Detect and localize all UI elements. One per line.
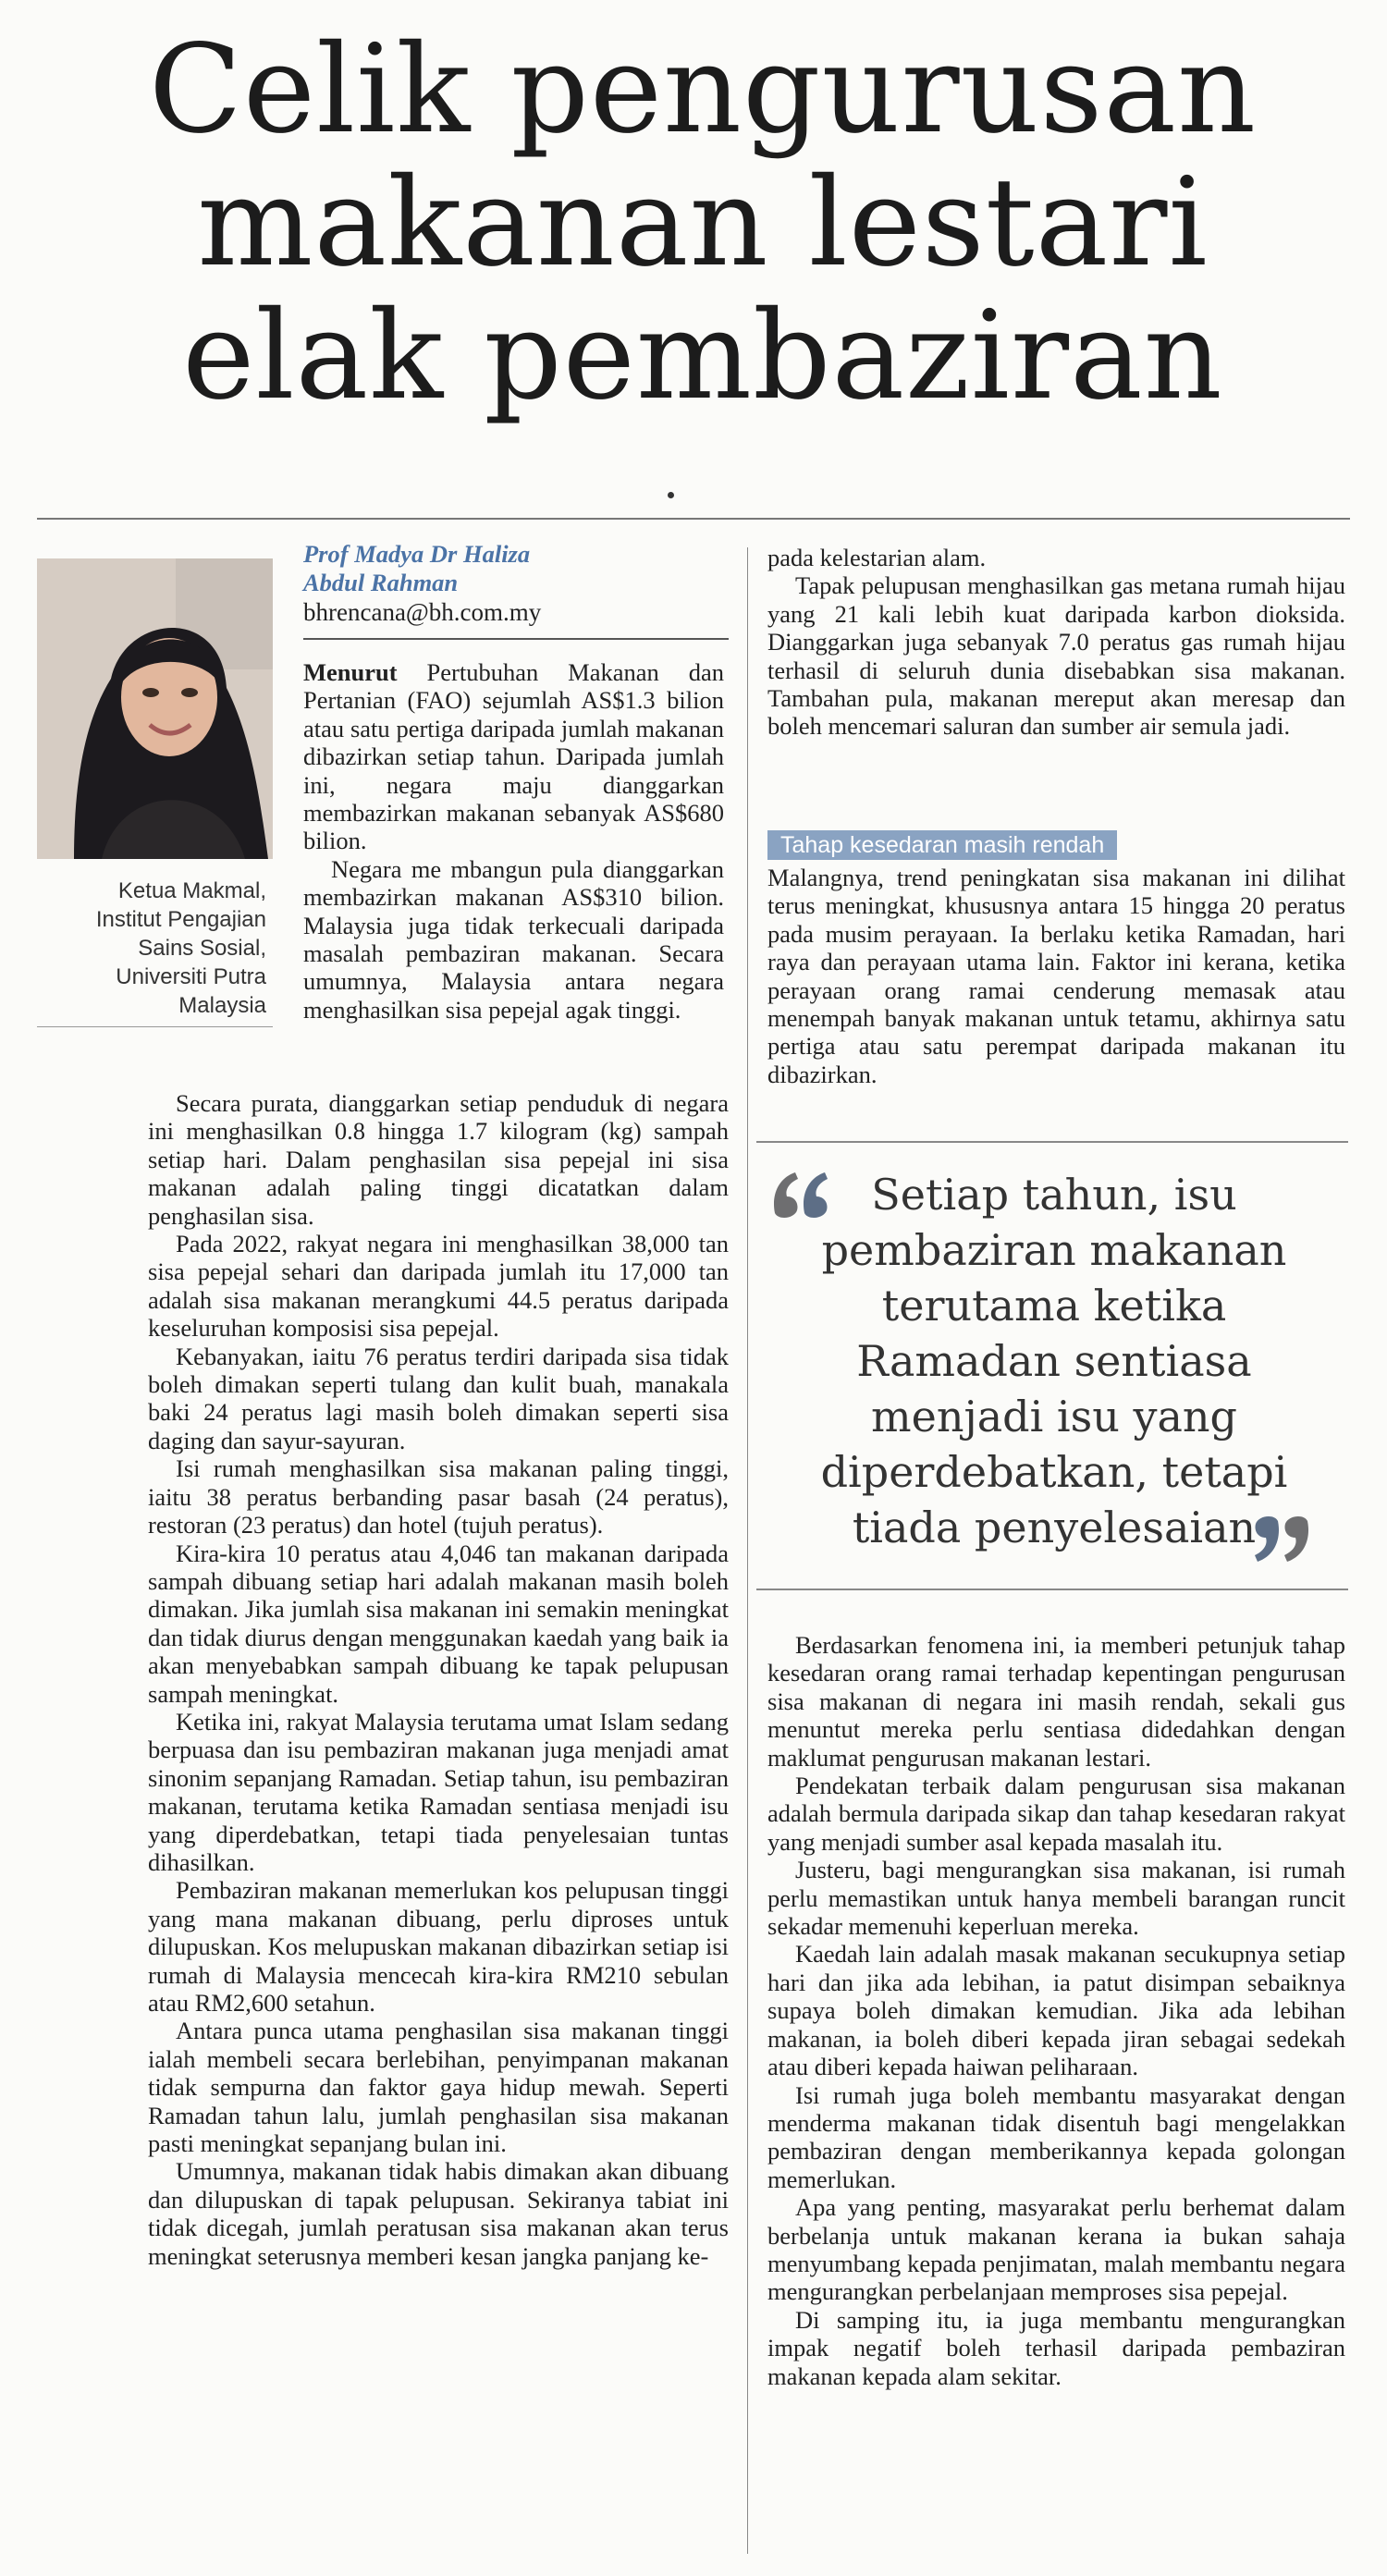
caption-line: Institut Pengajian bbox=[95, 907, 266, 932]
body-paragraph: Pendekatan terbaik dalam pengurusan sisa makanan adalah bermula daripada sikap dan tahap kesedaran rakyat yang menjadi sumber asal kepada masalah itu. bbox=[767, 1772, 1345, 1856]
body-paragraph: Kaedah lain adalah masak makanan secukupnya setiap hari dan jika ada lebihan, ia patut disimpan sebaiknya supaya boleh dimakan kemudian. Jika ada lebihan makanan, ia boleh diberi kepada jiran sebagai sedekah atau diberi kepada haiwan peliharaan. bbox=[767, 1940, 1345, 2081]
body-paragraph: Kebanyakan, iaitu 76 peratus terdiri daripada sisa tidak boleh dimakan seperti tulang dan kulit buah, manakala baki 24 peratus lagi masih boleh dimakan seperti sisa daging dan sayur-sayuran. bbox=[148, 1342, 729, 1454]
pull-quote-line: pembaziran makanan bbox=[821, 1225, 1287, 1275]
body-paragraph: Kira-kira 10 peratus atau 4,046 tan makanan daripada sampah dibuang setiap hari adalah makanan masih boleh dimakan. Jika jumlah sisa makanan ini semakin meningkat dan tidak diurus dengan menggunakan kaedah yang baik ia akan menyebabkan sampah dibuang ke tapak pelupusan sampah meningkat. bbox=[148, 1539, 729, 1708]
body-column-left bbox=[148, 1089, 729, 2270]
body-paragraph: Pada 2022, rakyat negara ini menghasilkan 38,000 tan sisa pepejal sehari dan daripada jumlah itu 17,000 tan adalah sisa makanan merangkumi 44.5 peratus daripada keseluruhan komposisi sisa pepejal. bbox=[148, 1230, 729, 1343]
caption-divider bbox=[37, 1026, 273, 1027]
lead-first-word: Menurut bbox=[303, 658, 398, 686]
lead-column bbox=[303, 658, 724, 1024]
body-paragraph: Di samping itu, ia juga membantu mengurangkan impak negatif boleh terhasil daripada pembaziran makanan kepada alam sekitar. bbox=[767, 2305, 1345, 2390]
body-column-right-top bbox=[767, 544, 1345, 741]
headline-line-2: makanan lestari bbox=[197, 152, 1209, 294]
body-paragraph: Pembaziran makanan memerlukan kos pelupusan tinggi yang mana makanan dibuang, perlu diproses untuk dilupuskan. Kos melupuskan makanan dibazirkan setiap isi rumah di Malaysia mencecah kira-kira RM210 sebulan atau RM2,600 setahun. bbox=[148, 1876, 729, 2017]
body-column-right-mid bbox=[767, 864, 1345, 1088]
body-paragraph: Isi rumah menghasilkan sisa makanan paling tinggi, iaitu 38 peratus berbanding pasar basah (24 peratus), restoran (23 peratus) dan hotel (tujuh peratus). bbox=[148, 1454, 729, 1539]
column-divider bbox=[747, 547, 748, 2554]
lead-text: Pertubuhan Makanan dan Pertanian (FAO) sejumlah AS$1.3 bilion atau satu pertiga daripada jumlah makanan dibazirkan setiap tahun. Daripada jumlah ini, negara maju dianggarkan membazirkan makanan sebanyak AS$680 bilion. bbox=[303, 658, 724, 855]
pull-quote-line: terutama ketika bbox=[881, 1281, 1227, 1331]
byline-divider bbox=[303, 638, 729, 640]
pullquote-bottom-divider bbox=[756, 1589, 1348, 1590]
body-paragraph: Apa yang penting, masyarakat perlu berhemat dalam berbelanja untuk makanan kerana ia bukan sahaja menyumbang kepada penjimatan, malah membantu negara mengurangkan perbelanjaan memproses sisa pepejal. bbox=[767, 2193, 1345, 2306]
pull-quote bbox=[772, 1167, 1336, 1555]
body-paragraph: Malangnya, trend peningkatan sisa makanan ini dilihat terus meningkat, khususnya antara 15 hingga 20 peratus pada musim perayaan. Ia berlaku ketika Ramadan, hari raya dan perayaan utama lain. Faktor ini kerana, ketika perayaan orang ramai cenderung memasak atau menempah banyak makanan untuk tetamu, akhirnya satu pertiga atau satu perempat daripada makanan itu dibazirkan. bbox=[767, 864, 1345, 1088]
author-name: Abdul Rahman bbox=[303, 569, 459, 596]
author-email[interactable]: bhrencana@bh.com.my bbox=[303, 598, 542, 626]
subheading-text: Tahap kesedaran masih rendah bbox=[767, 830, 1117, 860]
decorative-dot bbox=[668, 492, 674, 498]
headline-divider bbox=[37, 518, 1350, 520]
subheading bbox=[767, 830, 1117, 860]
body-paragraph: Isi rumah juga boleh membantu masyarakat dengan menderma makanan tidak disentuh bagi mengelakkan pembaziran dengan memberikannya kepada golongan memerlukan. bbox=[767, 2080, 1345, 2193]
byline bbox=[303, 540, 729, 627]
headline-line-3: elak pembaziran bbox=[182, 285, 1223, 427]
body-paragraph: Ketika ini, rakyat Malaysia terutama umat Islam sedang berpuasa dan isu pembaziran makanan juga menjadi amat sinonim sepanjang Ramadan. Setiap tahun, isu pembaziran makanan, terutama ketika Ramadan sentiasa menjadi isu yang diperdebatkan, tetapi tiada penyelesaian tuntas dihasilkan. bbox=[148, 1707, 729, 1876]
photo-caption bbox=[37, 877, 266, 1020]
pullquote-top-divider bbox=[756, 1141, 1348, 1143]
author-portrait-icon bbox=[37, 558, 273, 859]
body-paragraph: Umumnya, makanan tidak habis dimakan akan dibuang dan dilupuskan di tapak pelupusan. Sekiranya tabiat ini tidak dicegah, jumlah peratusan sisa makanan akan terus meningkat seterusnya memberi kesan jangka panjang ke- bbox=[148, 2157, 729, 2270]
headline-line-1: Celik pengurusan bbox=[148, 18, 1258, 161]
pull-quote-line: menjadi isu yang bbox=[871, 1392, 1237, 1441]
pull-quote-line: diperdebatkan, tetapi bbox=[820, 1447, 1288, 1497]
author-photo bbox=[37, 558, 273, 859]
lead-paragraph bbox=[303, 658, 724, 855]
pull-quote-line: Ramadan sentiasa bbox=[856, 1336, 1252, 1386]
pull-quote-line: tiada penyelesaian bbox=[852, 1503, 1257, 1552]
body-paragraph: Justeru, bagi mengurangkan sisa makanan, isi rumah perlu memastikan untuk hanya membeli barangan runcit sekadar memenuhi keperluan mereka. bbox=[767, 1856, 1345, 1941]
author-name: Prof Madya Dr Haliza bbox=[303, 540, 531, 568]
body-column-right-bottom bbox=[767, 1631, 1345, 2390]
caption-line: Sains Sosial, bbox=[138, 936, 266, 961]
headline bbox=[55, 18, 1350, 427]
body-paragraph: Tapak pelupusan menghasilkan gas metana rumah hijau yang 21 kali lebih kuat daripada karbon dioksida. Dianggarkan juga sebanyak 7.0 peratus gas rumah hijau terhasil di seluruh dunia disebabkan sisa makanan. Tambahan pula, makanan mereput akan meresap dan boleh mencemari saluran dan sumber air semula jadi. bbox=[767, 571, 1345, 741]
continuation-text: pada kelestarian alam. bbox=[767, 544, 987, 571]
caption-line: Ketua Makmal, bbox=[117, 878, 266, 903]
caption-line: Malaysia bbox=[178, 993, 266, 1018]
body-paragraph: Secara purata, dianggarkan setiap penduduk di negara ini menghasilkan 0.8 hingga 1.7 kilogram (kg) sampah setiap hari. Dalam penghasilan sisa pepejal ini sisa makanan adalah paling tinggi dicatatkan dalam penghasilan sisa. bbox=[148, 1089, 729, 1230]
lead-paragraph-2: Negara me mbangun pula dianggarkan membazirkan makanan AS$310 bilion. Malaysia juga tidak terkecuali daripada masalah pembaziran makanan. Secara umumnya, Malaysia antara negara menghasilkan sisa pepejal agak tinggi. bbox=[303, 854, 724, 1024]
caption-line: Universiti Putra bbox=[116, 964, 266, 989]
body-paragraph: Berdasarkan fenomena ini, ia memberi petunjuk tahap kesedaran orang ramai terhadap kepentingan pengurusan sisa makanan di negara ini masih rendah, sekali gus menuntut mereka perlu sentiasa didedahkan dengan maklumat pengurusan makanan lestari. bbox=[767, 1631, 1345, 1772]
pull-quote-line: Setiap tahun, isu bbox=[871, 1170, 1237, 1220]
close-quote-icon bbox=[1250, 1512, 1315, 1567]
body-paragraph: Antara punca utama penghasilan sisa makanan tinggi ialah membeli secara berlebihan, penyimpanan makanan tidak sempurna dan faktor gaya hidup mewah. Seperti Ramadan tahun lalu, jumlah penghasilan sisa makanan pasti meningkat sepanjang bulan ini. bbox=[148, 2017, 729, 2158]
